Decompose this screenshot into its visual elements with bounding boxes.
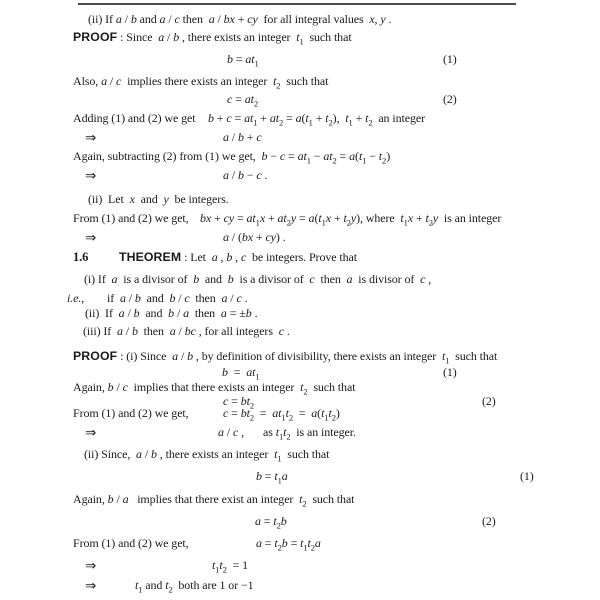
text-line — [0, 29, 600, 46]
text-segment: bx + cy = $at_1x + at_2y = a(t_1x + t_2y)$, where $t_1x + t_2y$ is an integer — [200, 211, 502, 228]
equation-number: (2) — [482, 514, 496, 528]
text-segment: (ii) Since, a / b , there exists an integer $t_1$ such that — [84, 447, 330, 464]
text-segment: From (1) and (2) we get, — [73, 211, 189, 225]
text-line — [0, 229, 600, 246]
text-segment: THEOREM : Let a , b , c be integers. Prove that — [119, 250, 357, 264]
text-line — [0, 557, 600, 574]
text-segment: $t_1t_2 = 1$ — [212, 558, 249, 575]
text-line — [0, 148, 600, 165]
implies-arrow: ⇒ — [85, 230, 97, 245]
text-line — [0, 167, 600, 184]
text-line — [0, 11, 600, 28]
text-segment: $b = t_1a$ — [256, 469, 288, 486]
text-line — [0, 446, 600, 463]
text-segment: Adding (1) and (2) we get — [73, 111, 196, 125]
text-segment: $a = t_2b = t_1t_2a$ — [256, 536, 321, 553]
section-number: 1.6 — [73, 250, 89, 264]
text-segment: (i) If a is a divisor of b and b is a divisor of c then a is divisor of c , — [84, 272, 432, 286]
text-segment: a / (bx + cy) . — [223, 230, 286, 244]
text-line — [0, 405, 600, 422]
text-line — [0, 577, 600, 594]
equation-number: (1) — [520, 469, 534, 483]
text-segment: as $t_1t_2$ is an integer. — [263, 425, 356, 442]
implies-arrow: ⇒ — [85, 168, 97, 183]
text-line — [0, 249, 600, 266]
text-line — [0, 271, 600, 288]
text-segment: Also, a / c implies there exists an integer $t_2$ such that — [73, 74, 329, 91]
text-segment: (iii) If a / b then a / bc , for all integers c . — [83, 324, 290, 338]
implies-arrow: ⇒ — [85, 578, 97, 593]
text-line — [0, 73, 600, 90]
text-line — [0, 305, 600, 322]
text-segment: PROOF : Since a / b , there exists an integer $t_1$ such that — [73, 30, 352, 47]
text-segment: $b + c = at_1 + at_2 = a(t_1 + t_2)$, $t_1 + t_2$ an integer — [208, 111, 425, 128]
text-segment: PROOF : (i) Since a / b , by definition of divisibility, there exists an integer $t_1$ such that — [73, 349, 498, 366]
text-line — [0, 51, 600, 68]
text-segment: Again, subtracting (2) from (1) we get, $b - c = at_1 - at_2 = a(t_1 - t_2)$ — [73, 149, 391, 166]
text-segment: (ii) Let x and y be integers. — [88, 192, 229, 206]
header-rule — [78, 3, 516, 5]
text-segment: Again, b / a implies that there exist an integer $t_2$ such that — [73, 492, 355, 509]
equation-number: (2) — [443, 92, 457, 106]
text-segment: (ii) If a / b and a / c then a / bx + cy for all integral values x, y . — [88, 12, 392, 26]
implies-arrow: ⇒ — [85, 558, 97, 573]
text-segment: $t_1$ and $t_2$ both are 1 or −1 — [135, 578, 254, 595]
text-line — [0, 491, 600, 508]
text-segment: a / c , — [218, 425, 244, 439]
text-segment: From (1) and (2) we get, — [73, 406, 189, 420]
text-line — [0, 323, 600, 340]
text-segment: Again, b / c implies that there exists an integer $t_2$ such that — [73, 380, 356, 397]
text-segment: i.e., — [67, 291, 85, 305]
text-line — [0, 110, 600, 127]
text-line — [0, 348, 600, 365]
text-segment: $b = at_1$ — [227, 52, 259, 69]
text-line — [0, 468, 600, 485]
equation-number: (1) — [443, 52, 457, 66]
text-segment: From (1) and (2) we get, — [73, 536, 189, 550]
text-segment: if a / b and b / c then a / c . — [107, 291, 248, 305]
text-segment: $c = at_2$ — [227, 92, 258, 109]
text-line — [0, 535, 600, 552]
text-line — [0, 129, 600, 146]
text-line — [0, 91, 600, 108]
text-segment: a / b + c — [223, 130, 262, 144]
equation-number: (1) — [443, 365, 457, 379]
implies-arrow: ⇒ — [85, 425, 97, 440]
text-line — [0, 191, 600, 208]
text-line — [0, 424, 600, 441]
text-segment: $c = bt_2 = at_1t_2 = a(t_1t_2)$ — [223, 406, 340, 423]
text-segment: $a = t_2b$ — [255, 514, 287, 531]
text-segment: $b = at_1$ — [222, 365, 260, 382]
text-segment: (ii) If a / b and b / a then a = ±b . — [85, 306, 258, 320]
implies-arrow: ⇒ — [85, 130, 97, 145]
text-segment: a / b − c . — [223, 168, 268, 182]
text-line — [0, 513, 600, 530]
equation-number: (2) — [482, 394, 496, 408]
text-line — [0, 210, 600, 227]
text-segment: $c = bt_2$ — [223, 394, 254, 411]
